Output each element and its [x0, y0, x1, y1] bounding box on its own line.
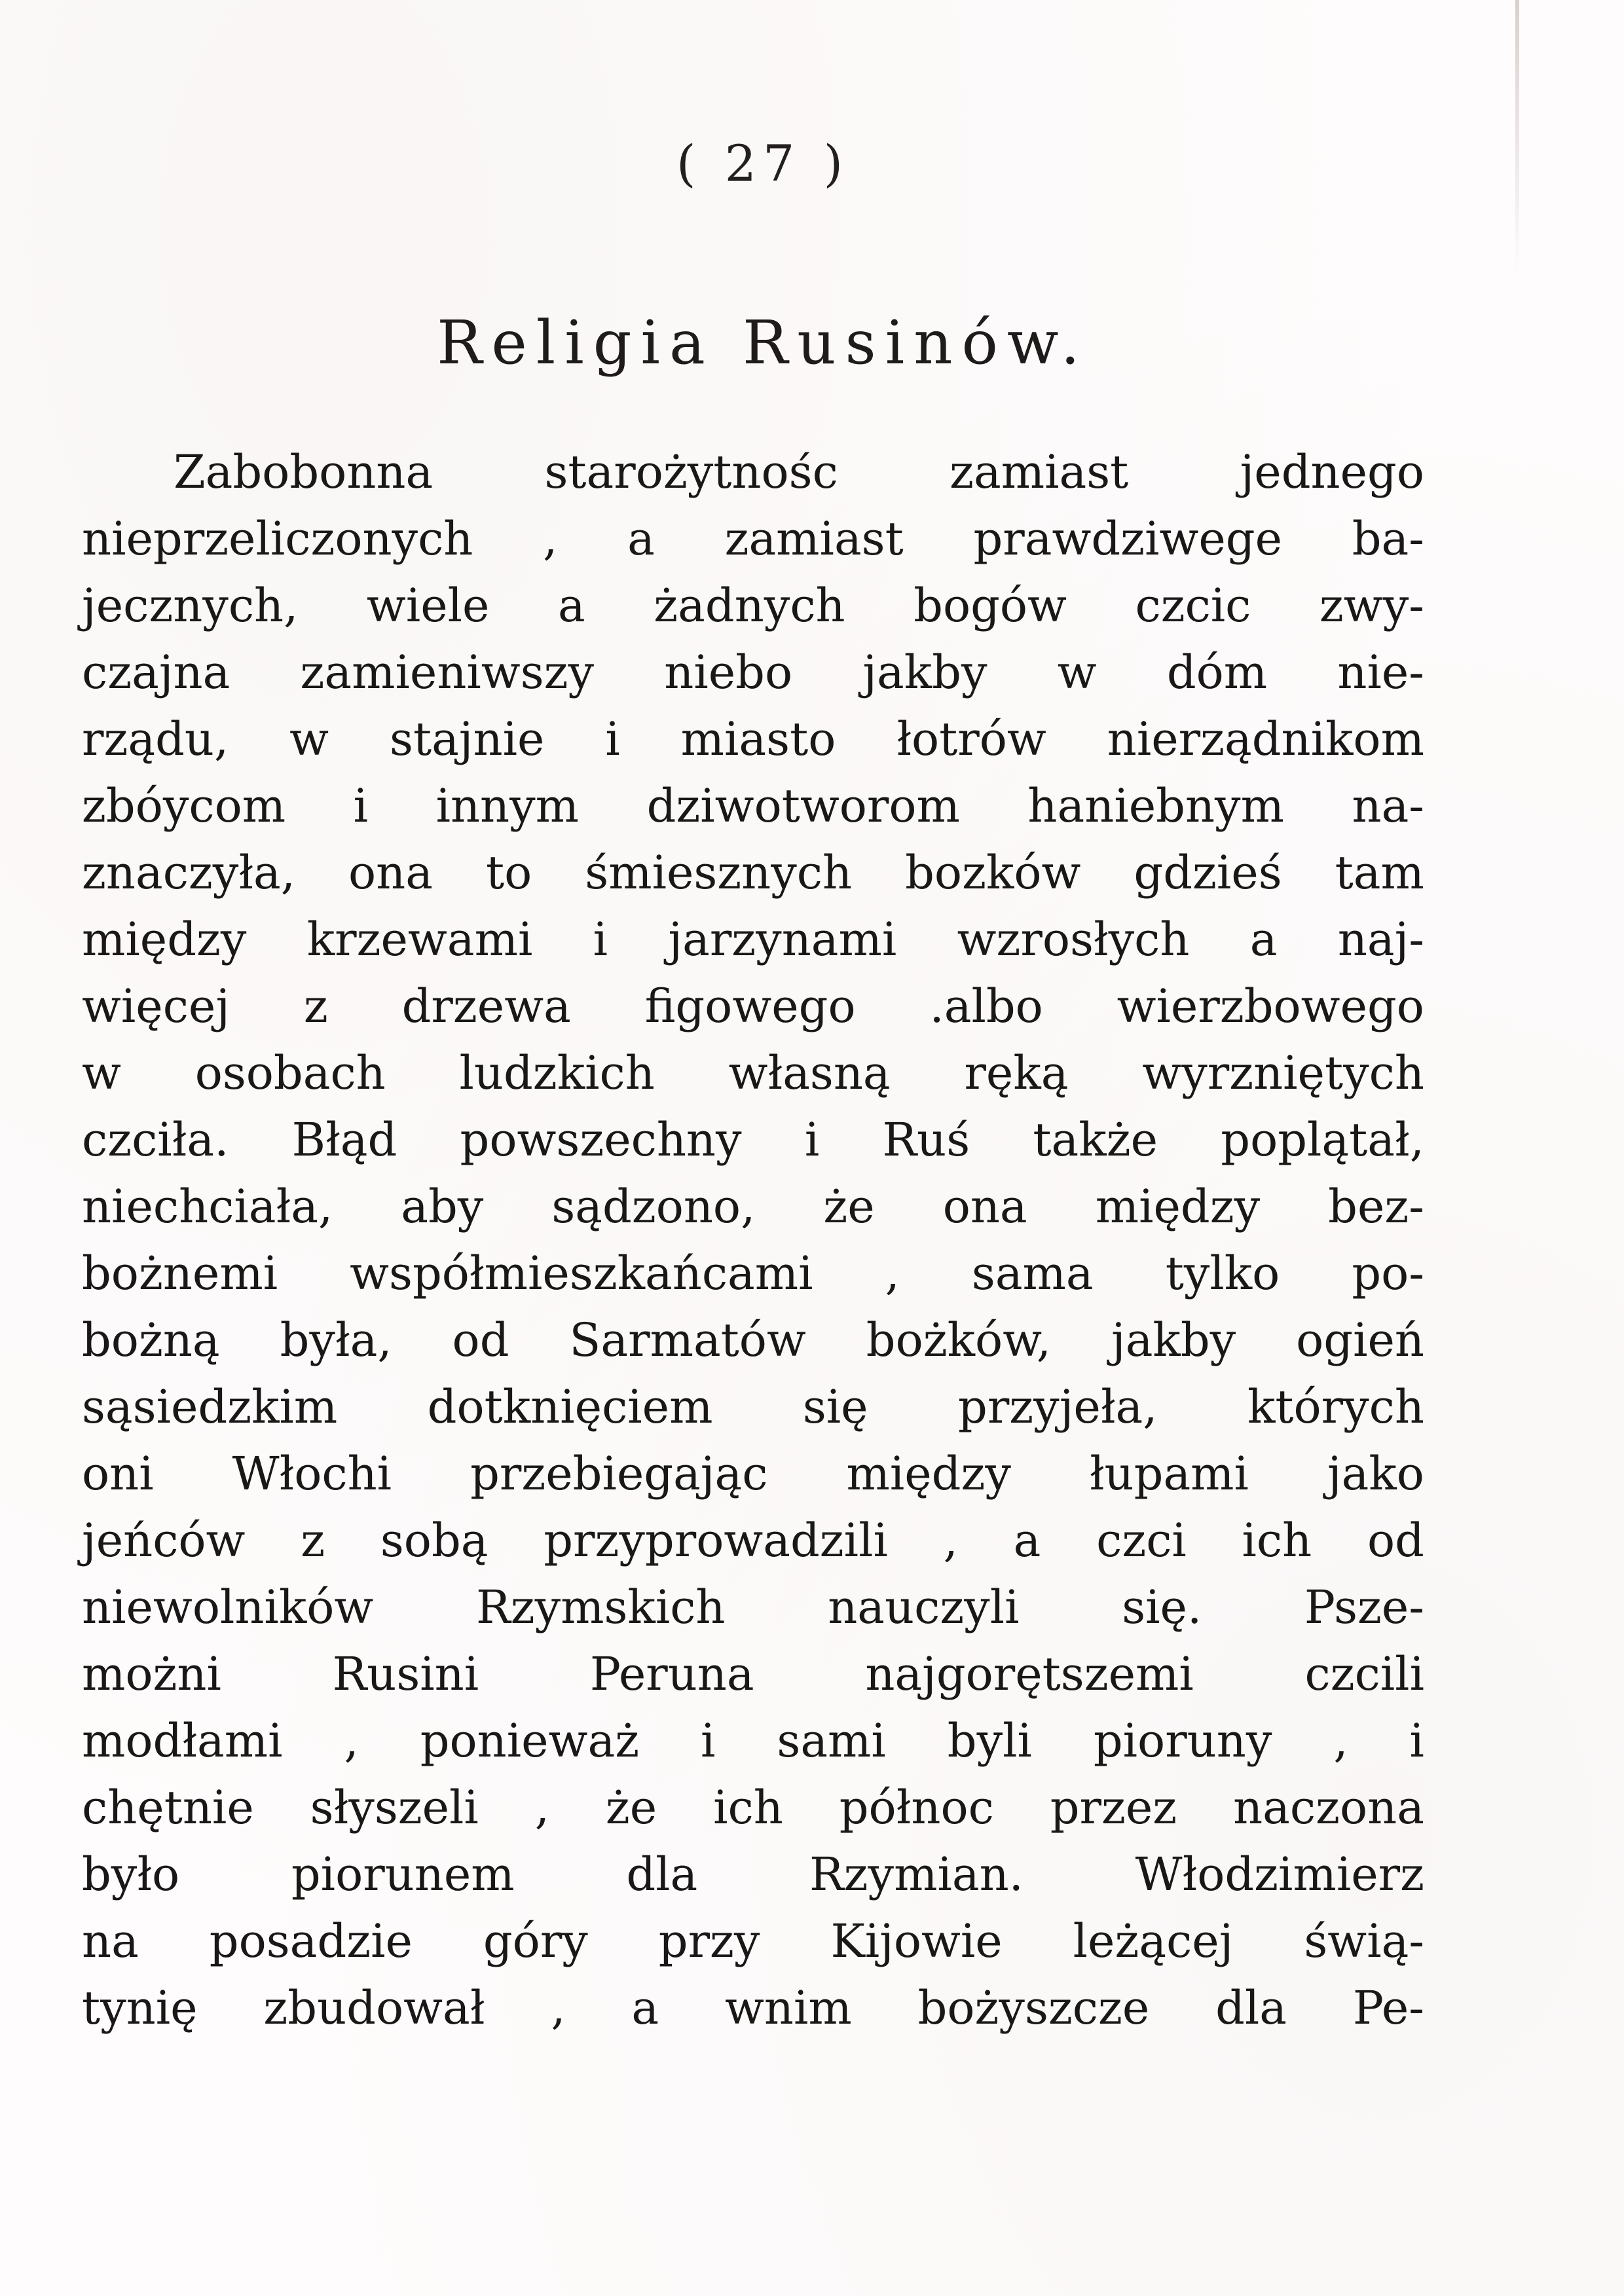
word: więcej [82, 979, 231, 1033]
text-line [82, 1908, 1424, 1975]
word: , [551, 1981, 566, 2035]
word: góry [483, 1914, 588, 1968]
word: tynię [82, 1981, 198, 2035]
text-line [82, 439, 1424, 505]
word: na- [1352, 779, 1424, 833]
word: haniebnym [1027, 779, 1284, 833]
word: czciła. [82, 1113, 229, 1167]
word: w [1057, 646, 1097, 699]
word: stajnie [390, 712, 545, 766]
word: tylko [1165, 1247, 1280, 1300]
word: pioruny [1093, 1714, 1272, 1768]
word: zamieniwszy [300, 646, 595, 699]
word: nie- [1337, 646, 1424, 699]
word: z [303, 979, 328, 1033]
word: dla [1215, 1981, 1287, 2035]
word: jednego [1240, 445, 1424, 499]
word: dziwotworom [646, 779, 960, 833]
word: wyrzniętych [1142, 1046, 1424, 1100]
word: sobą [380, 1514, 489, 1567]
word: nierządnikom [1107, 712, 1424, 766]
text-line [82, 706, 1424, 773]
word: bożków, [866, 1313, 1052, 1367]
text-line [82, 1975, 1424, 2041]
page-number: ( 27 ) [676, 134, 850, 192]
text-line [82, 1774, 1424, 1841]
word: północ [839, 1781, 994, 1834]
word: chętnie [82, 1781, 254, 1834]
word: było [82, 1848, 180, 1901]
word: Psze- [1304, 1580, 1424, 1634]
word: ludzkich [459, 1046, 655, 1100]
word: ba- [1352, 512, 1424, 566]
word: i [1409, 1714, 1424, 1768]
word: Włochi [232, 1447, 392, 1501]
word: między [1095, 1180, 1261, 1233]
text-line [82, 1841, 1424, 1908]
text-line [82, 1173, 1424, 1240]
text-line [82, 773, 1424, 839]
word: Sarmatów [569, 1313, 806, 1367]
word: wzrosłych [957, 913, 1190, 966]
word: miasto [680, 712, 836, 766]
word: łotrów [896, 712, 1046, 766]
word: osobach [194, 1046, 386, 1100]
word: się. [1122, 1580, 1202, 1634]
word: przez [1050, 1781, 1177, 1834]
text-line [82, 973, 1424, 1040]
text-line [82, 839, 1424, 906]
text-line [82, 572, 1424, 639]
word: jecznych, [82, 579, 299, 632]
word: wierzbowego [1116, 979, 1424, 1033]
word: sądzono, [551, 1180, 756, 1233]
word: zbudował [263, 1981, 485, 2035]
word: aby [401, 1180, 484, 1233]
word: zwy- [1319, 579, 1424, 632]
word: , [543, 512, 558, 566]
word: sami [777, 1714, 886, 1768]
word: Pe- [1352, 1981, 1424, 2035]
word: przyprowadzili [544, 1514, 888, 1567]
word: leżącej [1073, 1914, 1234, 1968]
word: starożytnośc [544, 445, 838, 499]
word: przyjeła, [958, 1380, 1158, 1434]
word: Ruś [882, 1113, 970, 1167]
word: od [452, 1313, 509, 1367]
text-line [82, 906, 1424, 973]
word: tam [1335, 846, 1424, 900]
word: po- [1352, 1247, 1424, 1300]
word: wiele [366, 579, 490, 632]
word: i [701, 1714, 716, 1768]
word: ich [713, 1781, 783, 1834]
word: że [605, 1781, 657, 1834]
word: i [804, 1113, 820, 1167]
word: bozków [905, 846, 1081, 900]
word: dla [626, 1848, 698, 1901]
text-line [82, 639, 1424, 706]
word: zbóycom [82, 779, 286, 833]
word: świą- [1304, 1914, 1424, 1968]
word: oni [82, 1447, 154, 1501]
word: powszechny [460, 1113, 742, 1167]
word: nauczyli [828, 1580, 1020, 1634]
word: jeńców [82, 1514, 246, 1567]
word: poplątał, [1221, 1113, 1424, 1167]
word: między [82, 913, 247, 966]
word: jako [1327, 1447, 1424, 1501]
word: innym [435, 779, 580, 833]
text-line [82, 1707, 1424, 1774]
word: bożyszcze [917, 1981, 1150, 2035]
word: jarzynami [668, 913, 897, 966]
word: a [1013, 1514, 1041, 1567]
word: bez- [1328, 1180, 1424, 1233]
word: śmiesznych [585, 846, 853, 900]
word: niewolników [82, 1580, 374, 1634]
word: przy [658, 1914, 760, 1968]
word: czcic [1135, 579, 1251, 632]
word: własną [728, 1046, 891, 1100]
word: czcili [1304, 1647, 1424, 1701]
word: w [82, 1046, 121, 1100]
word: Peruna [589, 1647, 754, 1701]
word: jakby [1111, 1313, 1236, 1367]
word: najgorętszemi [865, 1647, 1194, 1701]
word: drzewa [401, 979, 571, 1033]
word: zamiast [724, 512, 904, 566]
word: , [344, 1714, 359, 1768]
word: Rusini [332, 1647, 479, 1701]
word: była, [280, 1313, 392, 1367]
word: z [301, 1514, 325, 1567]
word: ona [348, 846, 433, 900]
word: że [823, 1180, 875, 1233]
word: to [485, 846, 532, 900]
word: nieprzeliczonych [82, 512, 473, 566]
text-line [82, 1574, 1424, 1641]
word: .albo [929, 979, 1043, 1033]
word: gdzieś [1134, 846, 1282, 900]
word: których [1247, 1380, 1424, 1434]
word: a [1249, 913, 1278, 966]
word: możni [82, 1647, 221, 1701]
text-line [82, 1507, 1424, 1574]
word: i [593, 913, 608, 966]
word: niechciała, [82, 1180, 333, 1233]
text-line [82, 1307, 1424, 1374]
word: , [1333, 1714, 1348, 1768]
word: Rzymian. [809, 1848, 1024, 1901]
word: dotknięciem [427, 1380, 713, 1434]
word: figowego [644, 979, 856, 1033]
text-line [82, 1240, 1424, 1307]
word: a [558, 579, 585, 632]
word: , [943, 1514, 958, 1567]
word: czci [1096, 1514, 1187, 1567]
text-line [82, 1040, 1424, 1106]
word: modłami [82, 1714, 283, 1768]
text-line [82, 1374, 1424, 1440]
word: i [605, 712, 620, 766]
text-line [82, 1106, 1424, 1173]
word: posadzie [209, 1914, 413, 1968]
word: naczona [1233, 1781, 1424, 1834]
word: łupami [1089, 1447, 1249, 1501]
word: sąsiedzkim [82, 1380, 338, 1434]
text-line [82, 1440, 1424, 1507]
word: przebiegając [470, 1447, 768, 1501]
word: dóm [1166, 646, 1268, 699]
word: bożnemi [82, 1247, 278, 1300]
text-line [82, 1641, 1424, 1707]
word: Włodzimierz [1135, 1848, 1424, 1901]
word: Zabobonna [174, 445, 434, 499]
word: na [82, 1914, 139, 1968]
word: Błąd [291, 1113, 397, 1167]
word: także [1033, 1113, 1158, 1167]
word: ponieważ [420, 1714, 640, 1768]
word: ona [942, 1180, 1027, 1233]
word: jakby [862, 646, 987, 699]
word: od [1367, 1514, 1424, 1567]
word: byli [947, 1714, 1032, 1768]
word: bogów [913, 579, 1067, 632]
word: czajna [82, 646, 231, 699]
word: bożną [82, 1313, 220, 1367]
word: , [885, 1247, 900, 1300]
word: słyszeli [310, 1781, 479, 1834]
word: między [846, 1447, 1011, 1501]
word: żadnych [654, 579, 845, 632]
word: prawdziwege [973, 512, 1283, 566]
word: Rzymskich [475, 1580, 726, 1634]
word: a [627, 512, 655, 566]
word: ręką [964, 1046, 1069, 1100]
word: wnim [724, 1981, 852, 2035]
word: się [802, 1380, 868, 1434]
body-text [82, 439, 1424, 2041]
word: współmieszkańcami [350, 1247, 813, 1300]
word: ich [1242, 1514, 1312, 1567]
word: piorunem [291, 1848, 515, 1901]
word: a [631, 1981, 659, 2035]
chapter-title: Religia Rusinów. [437, 308, 1089, 378]
word: rządu, [82, 712, 229, 766]
word: , [534, 1781, 549, 1834]
word: krzewami [306, 913, 533, 966]
word: niebo [664, 646, 793, 699]
word: i [353, 779, 369, 833]
text-line [82, 505, 1424, 572]
word: ogień [1296, 1313, 1424, 1367]
word: w [289, 712, 329, 766]
word: znaczyła, [82, 846, 296, 900]
word: sama [971, 1247, 1094, 1300]
word: Kijowie [830, 1914, 1003, 1968]
word: zamiast [950, 445, 1129, 499]
word: naj- [1337, 913, 1424, 966]
